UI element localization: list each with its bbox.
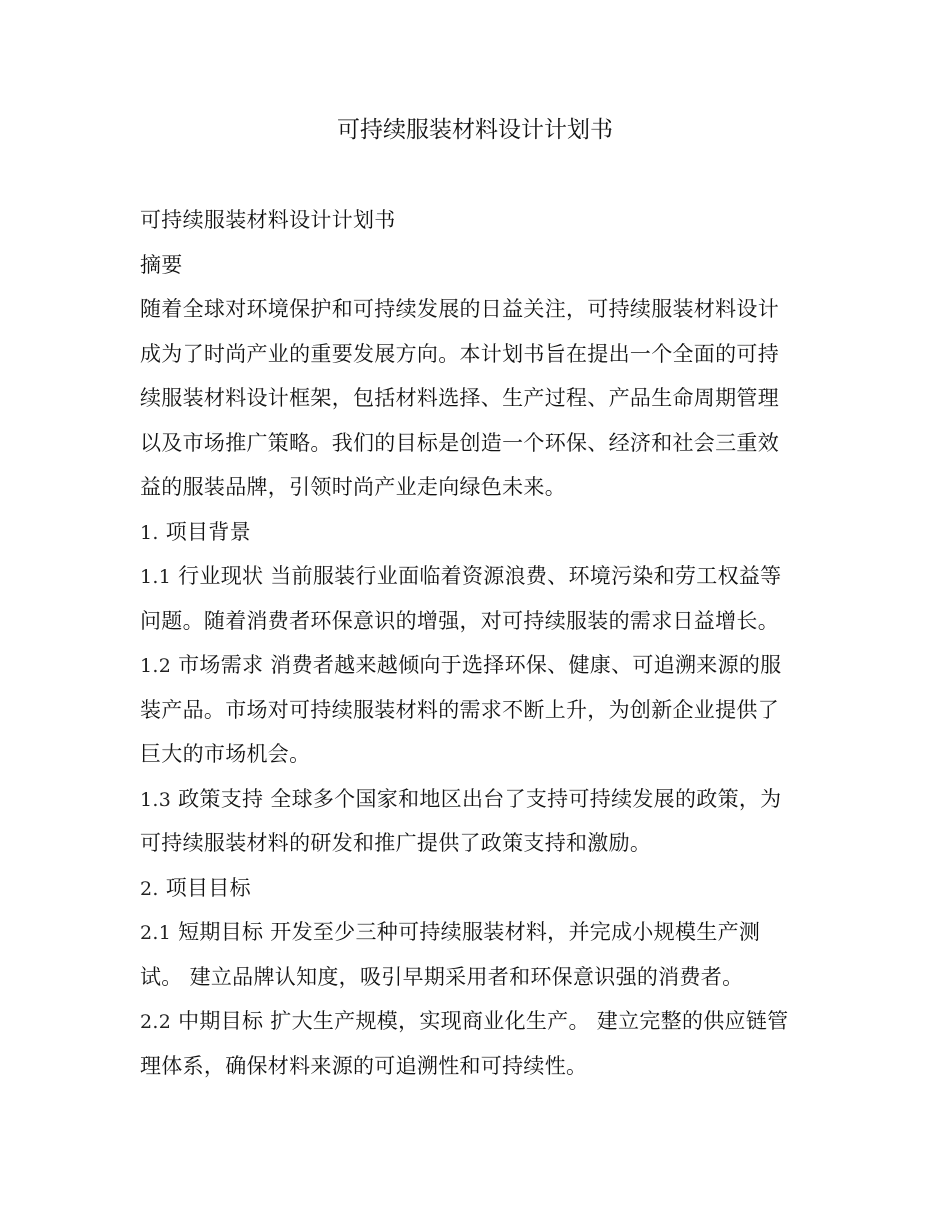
- line-text: 试。 建立品牌认知度，吸引早期采用者和环保意识强的消费者。: [140, 964, 744, 989]
- line-text: 中期目标 扩大生产规模，实现商业化生产。 建立完整的供应链管: [171, 1009, 789, 1033]
- line-text: 项目目标: [158, 875, 251, 900]
- line-text: 可持续服装材料设计计划书: [140, 208, 396, 232]
- line-text: 项目背景: [158, 519, 251, 544]
- section-number: 1.1: [140, 566, 172, 588]
- document-title: 可持续服装材料设计计划书: [337, 117, 613, 143]
- line-text: 问题。随着消费者环保意识的增强，对可持续服装的需求日益增长。: [140, 608, 779, 633]
- paragraph-line: [140, 510, 820, 555]
- line-text: 随着全球对环境保护和可持续发展的日益关注，可持续服装材料设计: [140, 297, 779, 321]
- paragraph-line: [140, 777, 820, 822]
- paragraph-line: [140, 198, 820, 243]
- paragraph-line: [140, 732, 820, 777]
- section-number: 1.3: [140, 788, 172, 811]
- line-text: 行业现状 当前服装行业面临着资源浪费、环境污染和劳工权益等: [171, 564, 782, 588]
- line-text: 理体系，确保材料来源的可追溯性和可持续性。: [140, 1053, 588, 1078]
- paragraph-line: [140, 376, 820, 421]
- line-text: 短期目标 开发至少三种可持续服装材料，并完成小规模生产测: [171, 920, 761, 944]
- line-text: 摘要: [140, 252, 183, 277]
- paragraph-line: [140, 643, 820, 688]
- paragraph-line: [140, 243, 820, 288]
- paragraph-line: [140, 332, 820, 377]
- paragraph-line: [140, 821, 820, 866]
- line-text: 益的服装品牌，引领时尚产业走向绿色未来。: [140, 475, 566, 499]
- section-number: 2.1: [140, 922, 172, 944]
- line-text: 成为了时尚产业的重要发展方向。本计划书旨在提出一个全面的可持: [140, 341, 779, 366]
- paragraph-line: [140, 1044, 820, 1089]
- line-text: 以及市场推广策略。我们的目标是创造一个环保、经济和社会三重效: [140, 430, 779, 455]
- paragraph-line: [140, 999, 820, 1044]
- paragraph-line: [140, 554, 820, 599]
- section-number: 1.2: [140, 655, 172, 677]
- line-text: 市场需求 消费者越来越倾向于选择环保、健康、可追溯来源的服: [171, 653, 782, 677]
- line-text: 可持续服装材料的研发和推广提供了政策支持和激励。: [140, 831, 652, 855]
- paragraph-line: [140, 465, 820, 510]
- paragraph-line: [140, 287, 820, 332]
- line-text: 巨大的市场机会。: [140, 742, 311, 766]
- paragraph-line: [140, 866, 820, 911]
- line-text: 装产品。市场对可持续服装材料的需求不断上升，为创新企业提供了: [140, 697, 779, 722]
- document-body: [140, 198, 820, 1088]
- paragraph-line: [140, 599, 820, 644]
- paragraph-line: [140, 955, 820, 1000]
- paragraph-line: [140, 421, 820, 466]
- line-text: 政策支持 全球多个国家和地区出台了支持可持续发展的政策，为: [171, 786, 782, 811]
- section-number: 2.2: [140, 1011, 172, 1033]
- paragraph-line: [140, 688, 820, 733]
- section-number: 1.: [140, 521, 159, 544]
- section-number: 2.: [140, 877, 159, 900]
- line-text: 续服装材料设计框架，包括材料选择、生产过程、产品生命周期管理: [140, 386, 779, 410]
- paragraph-line: [140, 910, 820, 955]
